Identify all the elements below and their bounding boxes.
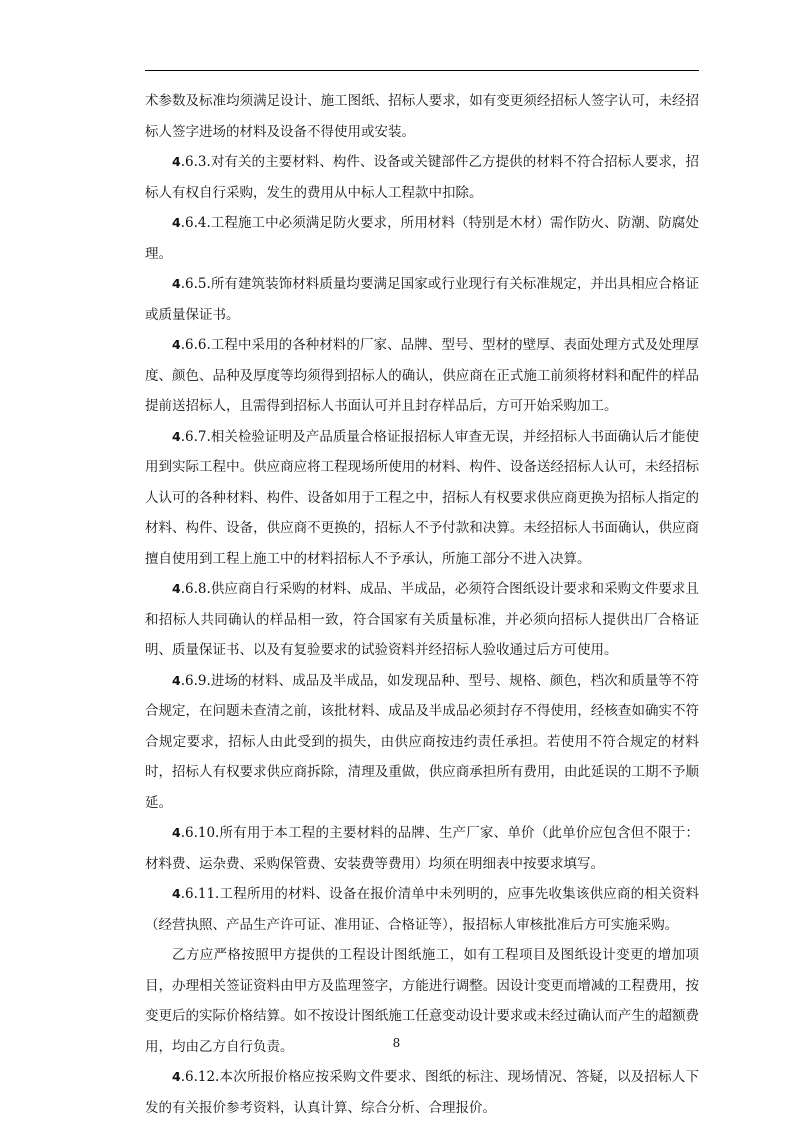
- paragraph-continuation: [145, 86, 699, 147]
- section-number: 4: [172, 672, 181, 688]
- paragraph-text: .6.3.对有关的主要材料、构件、设备或关键部件乙方提供的材料不符合招标人要求，招标人有权自行采购，发生的费用从中标人工程款中扣除。: [145, 154, 699, 201]
- section-number: 4: [172, 215, 181, 230]
- paragraph-4-6-10: [145, 818, 699, 879]
- paragraph-text: .6.8.供应商自行采购的材料、成品、半成品，必须符合图纸设计要求和采购文件要求且和招标人共同确认的样品相一致，符合国家有关质量标准，并必须向招标人提供出厂合格证明、质量保证书、以及有复验要求的试验资料并经招标人验收通过后方可使用。: [145, 581, 699, 658]
- section-number: 4: [172, 428, 181, 444]
- paragraph-4-6-5: [145, 269, 699, 330]
- paragraph-text: .6.4.工程施工中必须满足防火要求，所用材料（特别是木材）需作防火、防潮、防腐处理。: [145, 215, 699, 262]
- section-number: 4: [172, 886, 181, 901]
- section-number: 4: [172, 337, 181, 352]
- section-number: 4: [172, 154, 181, 169]
- paragraph-text: .6.12.本次所报价格应按采购文件要求、图纸的标注、现场情况、答疑，以及招标人下发的有关报价参考资料，认真计算、综合分析、合理报价。: [145, 1069, 699, 1116]
- document-body: [145, 86, 699, 1123]
- paragraph-text: .6.11.工程所用的材料、设备在报价清单中未列明的，应事先收集该供应商的相关资料（经营执照、产品生产许可证、准用证、合格证等），报招标人审核批准后方可实施采购。: [145, 886, 699, 933]
- section-number: 4: [172, 581, 181, 596]
- paragraph-text: .6.9.进场的材料、成品及半成品，如发现品种、型号、规格、颜色，档次和质量等不符合规定，在问题未查清之前，该批材料、成品及半成品必须封存不得使用，经核查如确实不符合规定要求，招标人由此受到的损失，由供应商按违约责任承担。若使用不符合规定的材料时，招标人有权要求供应商拆除，清理及重做，供应商承担所有费用，由此延误的工期不予顺延。: [145, 672, 699, 811]
- paragraph-4-6-9: [145, 666, 699, 819]
- header-rule: [145, 70, 699, 71]
- section-number: 4: [172, 276, 181, 291]
- paragraph-4-6-12: [145, 1062, 699, 1123]
- paragraph-4-6-3: [145, 147, 699, 208]
- section-number: 4: [172, 825, 181, 840]
- paragraph-text: .6.5.所有建筑装饰材料质量均要满足国家或行业现行有关标准规定，并出具相应合格证或质量保证书。: [145, 276, 699, 323]
- paragraph-text: 术参数及标准均须满足设计、施工图纸、招标人要求，如有变更须经招标人签字认可，未经招标人签字进场的材料及设备不得使用或安装。: [145, 93, 699, 140]
- paragraph-text: .6.7.相关检验证明及产品质量合格证报招标人审查无误，并经招标人书面确认后才能使用到实际工程中。供应商应将工程现场所使用的材料、构件、设备送经招标人认可，未经招标人认可的各种材料、构件、设备如用于工程之中，招标人有权要求供应商更换为招标人指定的材料、构件、设备，供应商不更换的，招标人不予付款和决算。未经招标人书面确认，供应商擅自使用到工程上施工中的材料招标人不予承认，所施工部分不进入决算。: [145, 428, 699, 567]
- paragraph-4-6-11: [145, 879, 699, 940]
- paragraph-text: 乙方应严格按照甲方提供的工程设计图纸施工，如有工程项目及图纸设计变更的增加项目，办理相关签证资料由甲方及监理签字，方能进行调整。因设计变更而增减的工程费用，按变更后的实际价格结算。如不按设计图纸施工任意变动设计要求或未经过确认而产生的超额费用，均由乙方自行负责。: [145, 947, 699, 1055]
- paragraph-4-6-7: [145, 422, 699, 575]
- paragraph-4-6-8: [145, 574, 699, 666]
- paragraph-4-6-6: [145, 330, 699, 422]
- page-number: 8: [392, 1036, 401, 1050]
- paragraph-4-6-4: [145, 208, 699, 269]
- section-number: 4: [172, 1069, 181, 1084]
- paragraph-text: .6.6.工程中采用的各种材料的厂家、品牌、型号、型材的壁厚、表面处理方式及处理厚度、颜色、品种及厚度等均须得到招标人的确认，供应商在正式施工前须将材料和配件的样品提前送招标人，且需得到招标人书面认可并且封存样品后，方可开始采购加工。: [145, 337, 699, 414]
- paragraph-text: .6.10.所有用于本工程的主要材料的品牌、生产厂家、单价（此单价应包含但不限于：材料费、运杂费、采购保管费、安装费等费用）均须在明细表中按要求填写。: [145, 825, 699, 872]
